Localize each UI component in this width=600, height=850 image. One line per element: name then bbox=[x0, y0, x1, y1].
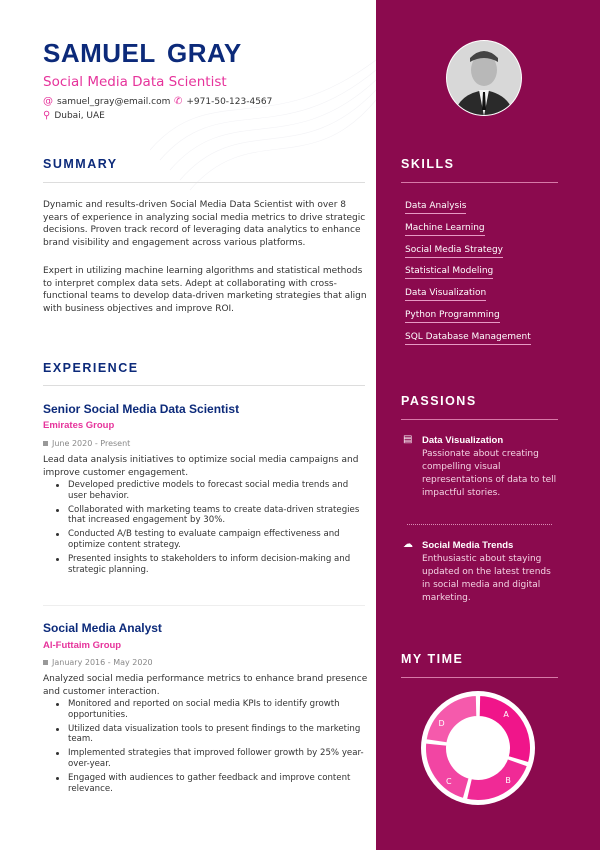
mytime-heading: MY TIME bbox=[401, 652, 464, 666]
cloud-icon: ☁ bbox=[403, 539, 413, 550]
skill-item: SQL Database Management bbox=[405, 332, 531, 345]
phone-text: +971-50-123-4567 bbox=[186, 96, 273, 107]
my-time-donut-chart bbox=[420, 690, 536, 806]
list-item: Monitored and reported on social media KPIs to identify growth opportunities. bbox=[55, 699, 365, 720]
job-title: Senior Social Media Data Scientist bbox=[43, 402, 240, 416]
email-text: samuel_gray@email.com bbox=[57, 96, 171, 107]
skill-item: Machine Learning bbox=[405, 223, 485, 236]
passion-description: Passionate about creating compelling visual representations of data to tell impactful stories. bbox=[422, 449, 557, 498]
job-summary: Lead data analysis initiatives to optimize social media campaigns and improve customer engagement. bbox=[43, 455, 359, 478]
skill-item: Data Visualization bbox=[405, 288, 486, 301]
skill-item: Python Programming bbox=[405, 310, 500, 323]
list-item: Conducted A/B testing to evaluate campaign effectiveness and optimize content strategy. bbox=[55, 529, 365, 550]
experience-heading: EXPERIENCE bbox=[43, 361, 139, 375]
donut-label: A bbox=[503, 710, 509, 720]
donut-label: B bbox=[505, 776, 511, 786]
location-pin-icon: ⚲ bbox=[43, 110, 51, 121]
list-item: Engaged with audiences to gather feedback and improve content relevance. bbox=[55, 773, 365, 794]
summary-paragraph: Expert in utilizing machine learning algorithms and statistical methods to interpret complex data sets. Adept at collaborating with cross-functional teams to develop data-driven marketing strategies that align with business objectives and improve ROI. bbox=[43, 266, 367, 314]
company: Emirates Group bbox=[43, 420, 115, 431]
list-item: Developed predictive models to forecast social media trends and user behavior. bbox=[55, 480, 365, 501]
notebook-icon: ▤ bbox=[403, 434, 413, 445]
skills-heading: SKILLS bbox=[401, 157, 455, 171]
skill-item: Data Analysis bbox=[405, 201, 466, 214]
summary-heading: SUMMARY bbox=[43, 157, 118, 171]
passion-description: Enthusiastic about staying updated on the latest trends in social media and digital marketing. bbox=[422, 554, 551, 603]
calendar-icon bbox=[43, 660, 48, 665]
job-title: Social Media Data Scientist bbox=[43, 74, 227, 90]
phone bbox=[174, 96, 272, 107]
donut-label: C bbox=[446, 776, 452, 786]
summary-paragraph: Dynamic and results-driven Social Media Data Scientist with over 8 years of experience in analyzing social media metrics to drive strategic decisions. Proven track record of leveraging data analytics to enhance brand visibility and engagement across various platforms. bbox=[43, 200, 366, 248]
list-item: Collaborated with marketing teams to create data-driven strategies that increased engagement by 30%. bbox=[55, 505, 365, 526]
list-item: Implemented strategies that improved follower growth by 25% year-over-year. bbox=[55, 748, 365, 769]
skill-item: Social Media Strategy bbox=[405, 245, 503, 258]
divider bbox=[401, 677, 558, 678]
profile-photo bbox=[446, 40, 522, 116]
list-item: Utilized data visualization tools to present findings to the marketing team. bbox=[55, 724, 365, 745]
location-text: Dubai, UAE bbox=[54, 110, 105, 121]
job-bullets bbox=[55, 480, 365, 579]
company: Al-Futtaim Group bbox=[43, 640, 122, 651]
skill-item: Statistical Modeling bbox=[405, 266, 493, 279]
divider bbox=[43, 605, 365, 606]
divider bbox=[43, 385, 365, 386]
job-title: Social Media Analyst bbox=[43, 621, 162, 635]
calendar-icon bbox=[43, 441, 48, 446]
divider bbox=[401, 419, 558, 420]
divider bbox=[401, 182, 558, 183]
dates-text: June 2020 - Present bbox=[52, 439, 131, 448]
job-dates bbox=[43, 439, 130, 448]
dotted-divider bbox=[407, 524, 552, 525]
passions-heading: PASSIONS bbox=[401, 394, 477, 408]
phone-icon: ✆ bbox=[174, 96, 183, 107]
candidate-name: SAMUEL GRAY bbox=[43, 38, 242, 68]
email bbox=[43, 96, 170, 107]
passion-title: Data Visualization bbox=[422, 435, 504, 446]
job-summary: Analyzed social media performance metrics to enhance brand presence and customer interaction. bbox=[43, 674, 368, 697]
at-icon: @ bbox=[43, 96, 53, 107]
job-bullets bbox=[55, 699, 365, 798]
divider bbox=[43, 182, 365, 183]
donut-label: D bbox=[438, 719, 445, 729]
location bbox=[43, 110, 105, 121]
passion-title: Social Media Trends bbox=[422, 540, 514, 551]
dates-text: January 2016 - May 2020 bbox=[52, 658, 153, 667]
list-item: Presented insights to stakeholders to inform decision-making and strategic planning. bbox=[55, 554, 365, 575]
job-dates bbox=[43, 658, 153, 667]
